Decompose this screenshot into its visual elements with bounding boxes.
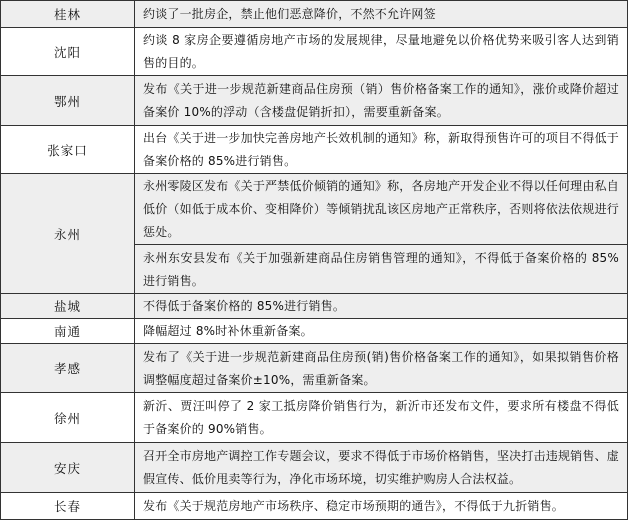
table-row: [1, 174, 628, 245]
policy-text: 召开全市房地产调控工作专题会议，要求不得低于市场价格销售，坚决打击违规销售、虚假宣传、低价甩卖等行为，净化市场环境，切实维护购房人合法权益。: [135, 443, 628, 493]
city-name: 安庆: [1, 443, 135, 493]
city-name: 永州: [1, 174, 135, 294]
table-row: [1, 393, 628, 443]
policy-text: 永州零陵区发布《关于严禁低价倾销的通知》称，各房地产开发企业不得以任何理由私自低价（如低于成本价、变相降价）等倾销扰乱该区房地产正常秩序，否则将依法依规进行惩处。: [135, 174, 628, 245]
table-row: [1, 294, 628, 319]
policy-text: 不得低于备案价格的 85%进行销售。: [135, 294, 628, 319]
policy-text: 永州东安县发布《关于加强新建商品住房销售管理的通知》，不得低于备案价格的 85%进行销售。: [135, 245, 628, 294]
policy-text: 发布《关于规范房地产市场秩序、稳定市场预期的通告》，不得低于九折销售。: [135, 493, 628, 520]
table-row: [1, 493, 628, 520]
policy-text: 约谈 8 家房企要遵循房地产市场的发展规律，尽量地避免以价格优势来吸引客人达到销售的目的。: [135, 28, 628, 76]
policy-text: 发布《关于进一步规范新建商品住房预（销）售价格备案工作的通知》，涨价或降价超过备案价 10%的浮动（含楼盘促销折扣），需要重新备案。: [135, 76, 628, 126]
table-row: [1, 443, 628, 493]
city-name: 鄂州: [1, 76, 135, 126]
table-row: [1, 319, 628, 344]
city-name: 张家口: [1, 126, 135, 174]
table-row: [1, 126, 628, 174]
city-name: 盐城: [1, 294, 135, 319]
city-name: 长春: [1, 493, 135, 520]
city-name: 桂林: [1, 1, 135, 28]
policy-text: 约谈了一批房企，禁止他们恶意降价，不然不允许网签: [135, 1, 628, 28]
policy-text: 降幅超过 8%时补休重新备案。: [135, 319, 628, 344]
policy-text: 新沂、贾汪叫停了 2 家工抵房降价销售行为，新沂市还发布文件，要求所有楼盘不得低于备案价的 90%销售。: [135, 393, 628, 443]
city-name: 徐州: [1, 393, 135, 443]
table-row: [1, 344, 628, 393]
policy-text: 出台《关于进一步加快完善房地产长效机制的通知》称，新取得预售许可的项目不得低于备案价格的 85%进行销售。: [135, 126, 628, 174]
table-row: [1, 76, 628, 126]
table-row: [1, 1, 628, 28]
policy-text: 发布了《关于进一步规范新建商品住房预(销)售价格备案工作的通知》，如果拟销售价格调整幅度超过备案价±10%，需重新备案。: [135, 344, 628, 393]
table-row: [1, 28, 628, 76]
city-name: 南通: [1, 319, 135, 344]
city-name: 孝感: [1, 344, 135, 393]
city-name: 沈阳: [1, 28, 135, 76]
